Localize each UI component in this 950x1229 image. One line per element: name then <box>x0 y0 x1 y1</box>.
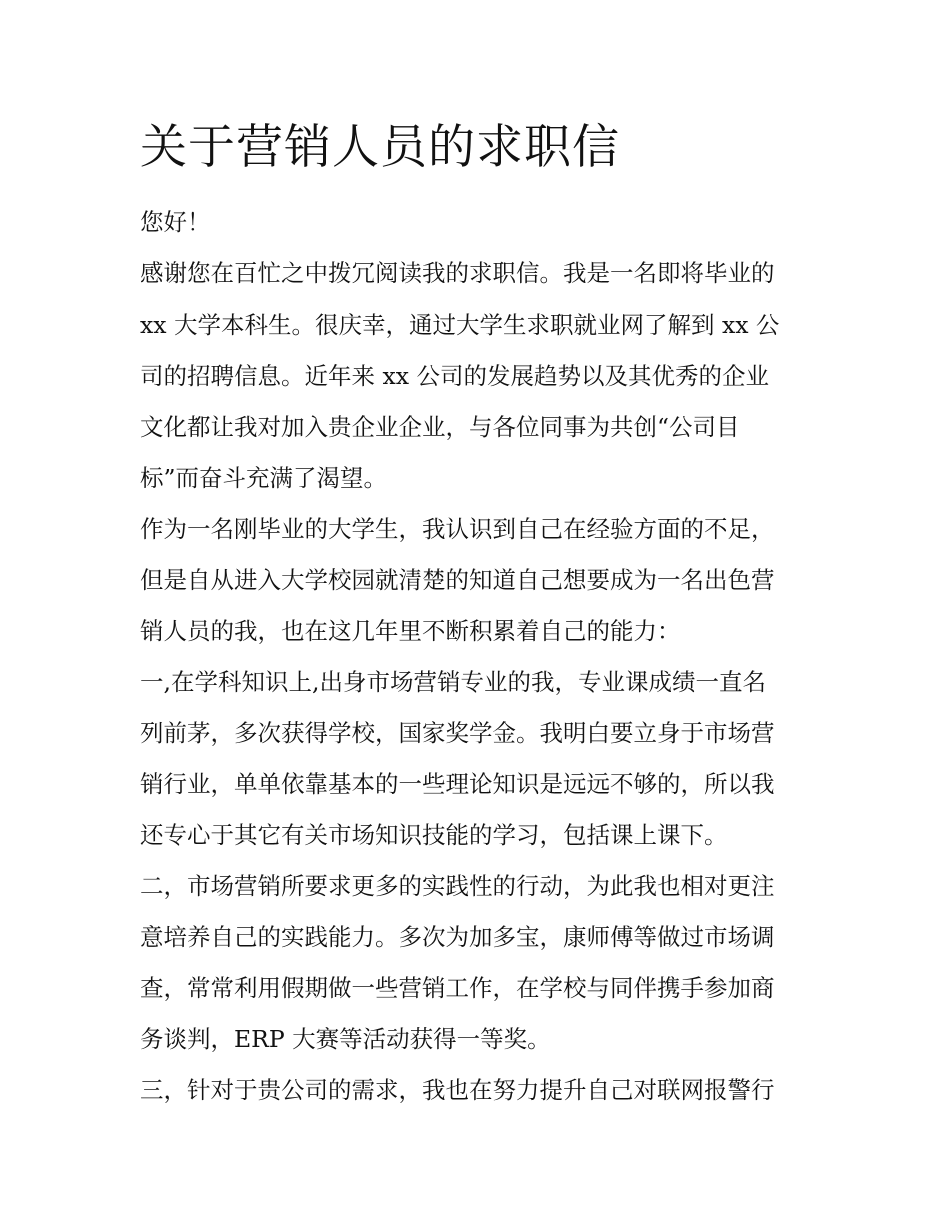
body-line: 作为一名刚毕业的大学生，我认识到自己在经验方面的不足， <box>140 515 775 543</box>
body-line: 一,在学科知识上,出身市场营销专业的我，专业课成绩一直名 <box>140 668 766 696</box>
document-title: 关于营销人员的求职信 <box>140 120 620 175</box>
body-line: 列前茅，多次获得学校，国家奖学金。我明白要立身于市场营 <box>140 719 775 747</box>
body-line: 三，针对于贵公司的需求，我也在努力提升自己对联网报警行 <box>140 1076 775 1104</box>
body-line: 感谢您在百忙之中拨冗阅读我的求职信。我是一名即将毕业的 <box>140 259 775 287</box>
body-line: 二，市场营销所要求更多的实践性的行动，为此我也相对更注 <box>140 872 775 900</box>
body-line: 文化都让我对加入贵企业企业，与各位同事为共创“公司目 <box>140 413 740 441</box>
body-line: 但是自从进入大学校园就清楚的知道自己想要成为一名出色营 <box>140 566 775 594</box>
body-line: 意培养自己的实践能力。多次为加多宝，康师傅等做过市场调 <box>140 923 775 951</box>
body-line: 司的招聘信息。近年来 xx 公司的发展趋势以及其优秀的企业 <box>140 362 769 390</box>
greeting-line: 您好！ <box>140 208 211 236</box>
body-line: 标”而奋斗充满了渴望。 <box>140 464 388 492</box>
body-line: 销行业，单单依靠基本的一些理论知识是远远不够的，所以我 <box>140 770 775 798</box>
body-line: 销人员的我，也在这几年里不断积累着自己的能力： <box>140 617 681 645</box>
body-line: 务谈判，ERP 大赛等活动获得一等奖。 <box>140 1025 551 1053</box>
body-line: 查，常常利用假期做一些营销工作，在学校与同伴携手参加商 <box>140 974 775 1002</box>
body-line: xx 大学本科生。很庆幸，通过大学生求职就业网了解到 xx 公 <box>140 311 780 339</box>
body-line: 还专心于其它有关市场知识技能的学习，包括课上课下。 <box>140 821 728 849</box>
